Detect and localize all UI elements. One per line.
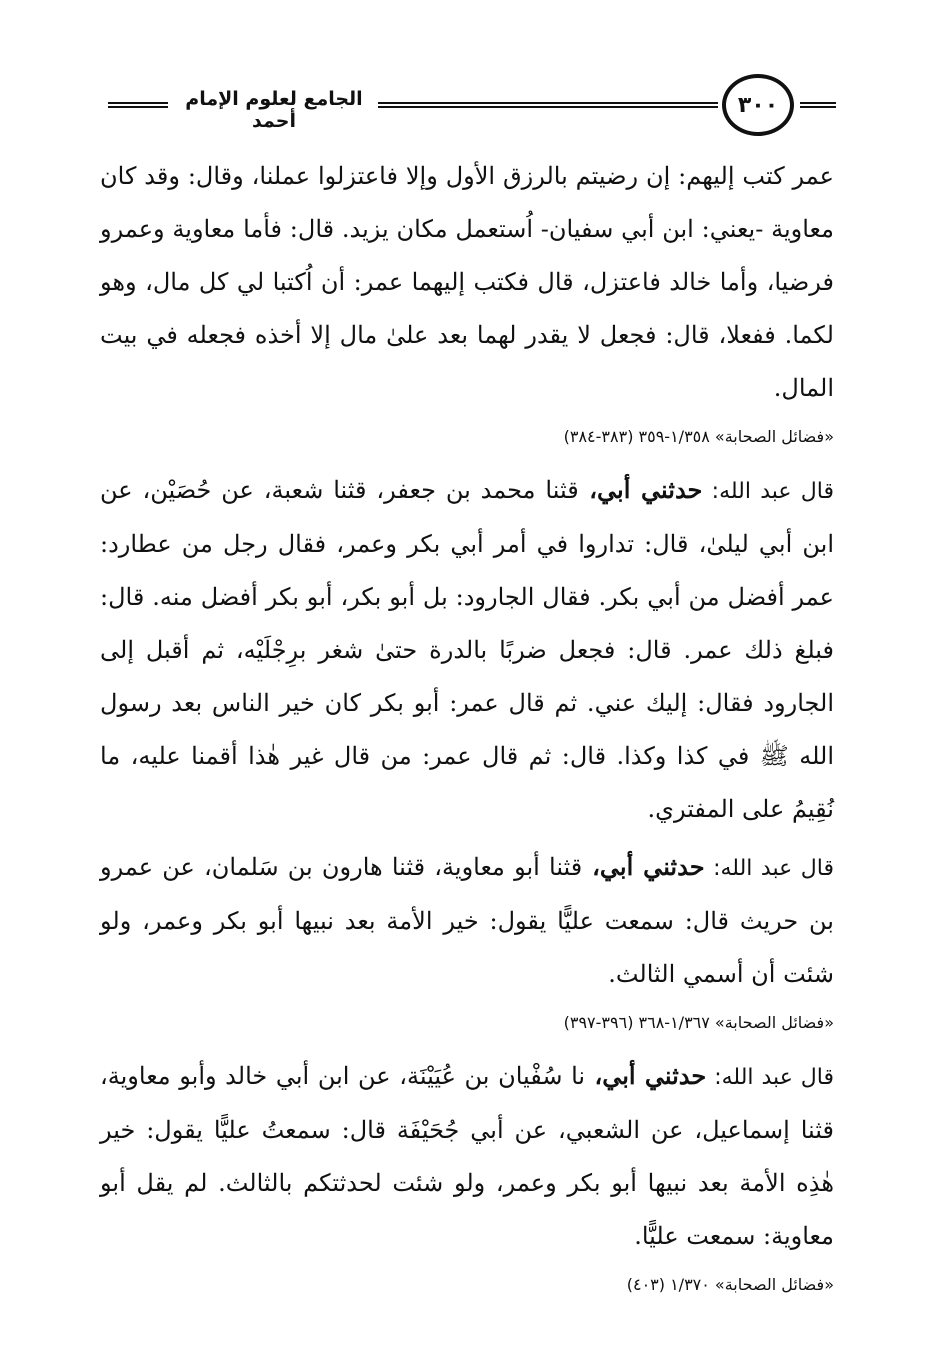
paragraph-1: عمر كتب إليهم: إن رضيتم بالرزق الأول وإلا فاعتزلوا عملنا، وقال: وقد كان معاوية -يعني: ابن أبي سفيان- اُستعمل مكان يزيد. قال: فأما معاوية وعمرو فرضيا، وأما خالد فاعتزل، قال فكتب إليهما عمر: أن اُكتبا لي كل مال، وهو لكما. ففعلا، قال: فجعل لا يقدر لهما بعد علىٰ مال إلا أخذه فجعله في بيت المال.	[100, 162, 834, 402]
source-reference-2: «فضائل الصحابة» ١/٣٦٧-٣٦٨ (٣٩٦-٣٩٧)	[563, 1013, 834, 1032]
narration-lead: قال عبد الله:	[704, 856, 834, 881]
paragraph-2	[100, 463, 834, 836]
narration-text: نا سُفْيان بن عُيَيْنَة، عن ابن أبي خالد وأبو معاوية، قثنا إسماعيل، عن الشعبي، عن أبي جُحَيْفَة قال: سمعتُ عليًّا يقول: خير هٰذِه الأمة بعد نبيها أبو بكر وعمر، ولو شئت لحدثتكم بالثالث. لم يقل أبو معاوية: سمعت عليًّا.	[100, 1062, 834, 1250]
narration-chain-start: حدثني أبي،	[582, 852, 705, 881]
narration-text: قثنا محمد بن جعفر، قثنا شعبة، عن حُصَيْن، عن ابن أبي ليلىٰ، قال: تداروا في أمر أبي بكر وعمر، فقال رجل من عطارد: عمر أفضل من أبي بكر. فقال الجارود: بل أبو بكر، أبو بكر أفضل منه. قال: فبلغ ذلك عمر. قال: فجعل ضربًا بالدرة حتىٰ شغر برِجْلَيْه، ثم أقبل إلى الجارود فقال: إليك عني. ثم قال عمر: أبو بكر كان خير الناس بعد رسول الله ﷺ في كذا وكذا. قال: ثم قال عمر: من قال غير هٰذا أقمنا عليه، ما نُقِيمُ على المفتري.	[100, 476, 834, 823]
source-reference-3: «فضائل الصحابة» ١/٣٧٠ (٤٠٣)	[626, 1275, 834, 1294]
header-rule-left	[108, 102, 168, 108]
page-body	[100, 150, 834, 1311]
source-reference-1: «فضائل الصحابة» ١/٣٥٨-٣٥٩ (٣٨٣-٣٨٤)	[563, 427, 834, 446]
page-number: ٣٠٠	[737, 92, 779, 118]
narration-lead: قال عبد الله:	[702, 479, 835, 504]
narration-chain-start: حدثني أبي،	[585, 1061, 707, 1090]
paragraph-3	[100, 840, 834, 1001]
page-header	[100, 70, 840, 140]
narration-chain-start: حدثني أبي،	[578, 475, 703, 504]
running-title: الجامع لعلوم الإمام أحمد	[185, 88, 363, 132]
narration-lead: قال عبد الله:	[706, 1065, 834, 1090]
narration-text: قثنا أبو معاوية، قثنا هارون بن سَلمان، عن عمرو بن حريث قال: سمعت عليًّا يقول: خير الأمة بعد نبيها أبو بكر وعمر، ولو شئت أن أسمي الثالث.	[100, 853, 834, 988]
header-rule-right	[800, 102, 836, 108]
paragraph-4	[100, 1049, 834, 1263]
header-rule-middle	[378, 102, 718, 108]
page-number-badge	[722, 74, 794, 136]
